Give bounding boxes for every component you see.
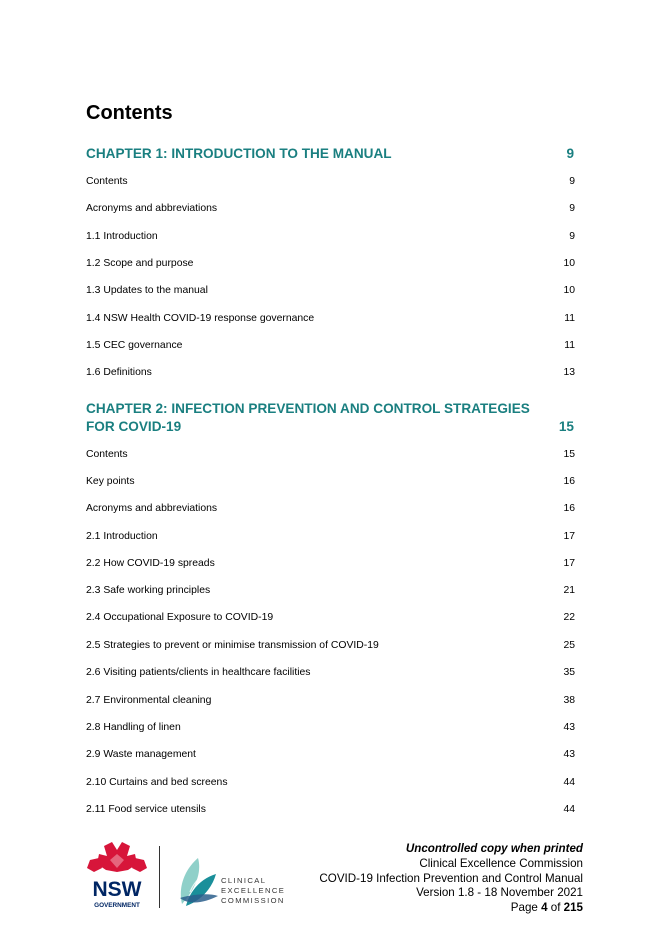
nsw-government-label: GOVERNMENT [94,902,140,909]
toc-entry[interactable] [86,611,575,625]
nsw-government-logo [82,840,152,912]
toc-entry-page: 10 [563,258,575,269]
page-total: 215 [563,901,583,915]
toc-entry[interactable] [86,584,575,598]
toc-entry[interactable] [86,339,575,353]
toc-entry[interactable] [86,175,575,189]
footer-logos [82,840,292,912]
toc-entry[interactable] [86,803,575,817]
toc-entry-label: 2.6 Visiting patients/clients in healthcare facilities [86,667,311,678]
toc-entry-page: 21 [563,585,575,596]
toc-entry-label: Acronyms and abbreviations [86,203,218,214]
footer-org: Clinical Excellence Commission [419,856,583,870]
toc-entry-label: 2.7 Environmental cleaning [86,695,212,706]
toc-entry-label: 1.5 CEC governance [86,340,183,351]
toc-entry[interactable] [86,284,575,298]
toc-entry[interactable] [86,230,575,244]
toc-entry-page: 25 [563,640,575,651]
toc-entry-label: 1.4 NSW Health COVID-19 response governance [86,313,315,324]
toc-entry[interactable] [86,448,575,462]
toc-entry[interactable] [86,748,575,762]
nsw-wordmark: NSW [92,878,142,901]
chapter-title: CHAPTER 2: INFECTION PREVENTION AND CONTROL STRATEGIES FOR COVID-19 [86,401,530,434]
chapter-page: 9 [566,146,574,161]
chapter-2-heading[interactable] [86,400,576,436]
toc-entry-label: 2.3 Safe working principles [86,585,211,596]
toc-entry-label: Acronyms and abbreviations [86,503,218,514]
toc-entry-page: 16 [563,503,575,514]
toc-entry-page: 17 [563,531,575,542]
toc-entry-page: 44 [563,804,575,815]
chapter-page: 15 [558,419,574,434]
toc-entry-page: 9 [569,203,575,214]
toc-entry-page: 9 [569,231,575,242]
cec-line-3: COMMISSION [221,896,285,905]
toc-entry[interactable] [86,312,575,326]
cec-logo-text [221,876,285,906]
toc-entry-page: 43 [563,722,575,733]
toc-entry[interactable] [86,639,575,653]
page-title: Contents [86,102,173,124]
toc-entry[interactable] [86,721,575,735]
page-footer [319,842,583,916]
toc-entry-label: 2.9 Waste management [86,749,196,760]
cec-logo-icon [176,852,220,910]
toc-entry-label: 2.8 Handling of linen [86,722,181,733]
toc-entry[interactable] [86,666,575,680]
toc-entry-label: Key points [86,476,135,487]
toc-entry-label: 2.10 Curtains and bed screens [86,777,228,788]
toc-entry-page: 43 [563,749,575,760]
toc-entry-label: 1.3 Updates to the manual [86,285,208,296]
toc-entry-page: 44 [563,777,575,788]
toc-entry-label: Contents [86,176,128,187]
toc-entry[interactable] [86,257,575,271]
cec-line-2: EXCELLENCE [221,886,286,895]
cec-line-1: CLINICAL [221,876,267,885]
uncontrolled-copy-note: Uncontrolled copy when printed [405,842,583,855]
toc-entry-page: 9 [569,176,575,187]
toc-entry-label: 2.5 Strategies to prevent or minimise transmission of COVID-19 [86,640,379,651]
page-current: 4 [541,901,548,915]
footer-manual-title: COVID-19 Infection Prevention and Control Manual [319,871,583,885]
toc-entry-label: 2.1 Introduction [86,531,158,542]
toc-entry[interactable] [86,202,575,216]
toc-entry[interactable] [86,475,575,489]
toc-entry-page: 13 [563,367,575,378]
chapter-1-heading[interactable] [86,145,576,163]
toc-entry[interactable] [86,502,575,516]
toc-entry[interactable] [86,694,575,708]
logo-divider [159,846,160,908]
toc-entry-page: 11 [564,313,575,324]
footer-version: Version 1.8 - 18 November 2021 [416,886,583,900]
toc-entry-label: 2.11 Food service utensils [86,804,206,815]
toc-entry-page: 22 [563,612,575,623]
page-prefix: Page [510,901,542,915]
toc-entry-label: 2.4 Occupational Exposure to COVID-19 [86,612,274,623]
toc-entry-label: 1.2 Scope and purpose [86,258,194,269]
toc-entry-page: 38 [563,695,575,706]
toc-entry-page: 10 [563,285,575,296]
toc-entry-label: 1.1 Introduction [86,231,158,242]
toc-entry[interactable] [86,366,575,380]
chapter-title: CHAPTER 1: INTRODUCTION TO THE MANUAL [86,146,392,161]
toc-entry-label: Contents [86,449,128,460]
toc-entry-page: 17 [563,558,575,569]
toc-entry-page: 11 [564,340,575,351]
toc-entry[interactable] [86,530,575,544]
toc-entry-page: 35 [563,667,575,678]
toc-entry-label: 1.6 Definitions [86,367,152,378]
toc-entry-label: 2.2 How COVID-19 spreads [86,558,215,569]
toc-entry-page: 15 [563,449,575,460]
toc-entry[interactable] [86,557,575,571]
page-of: of [547,901,564,915]
waratah-icon [87,842,147,872]
page-number [319,901,583,916]
toc-entry-page: 16 [563,476,575,487]
toc-entry[interactable] [86,776,575,790]
